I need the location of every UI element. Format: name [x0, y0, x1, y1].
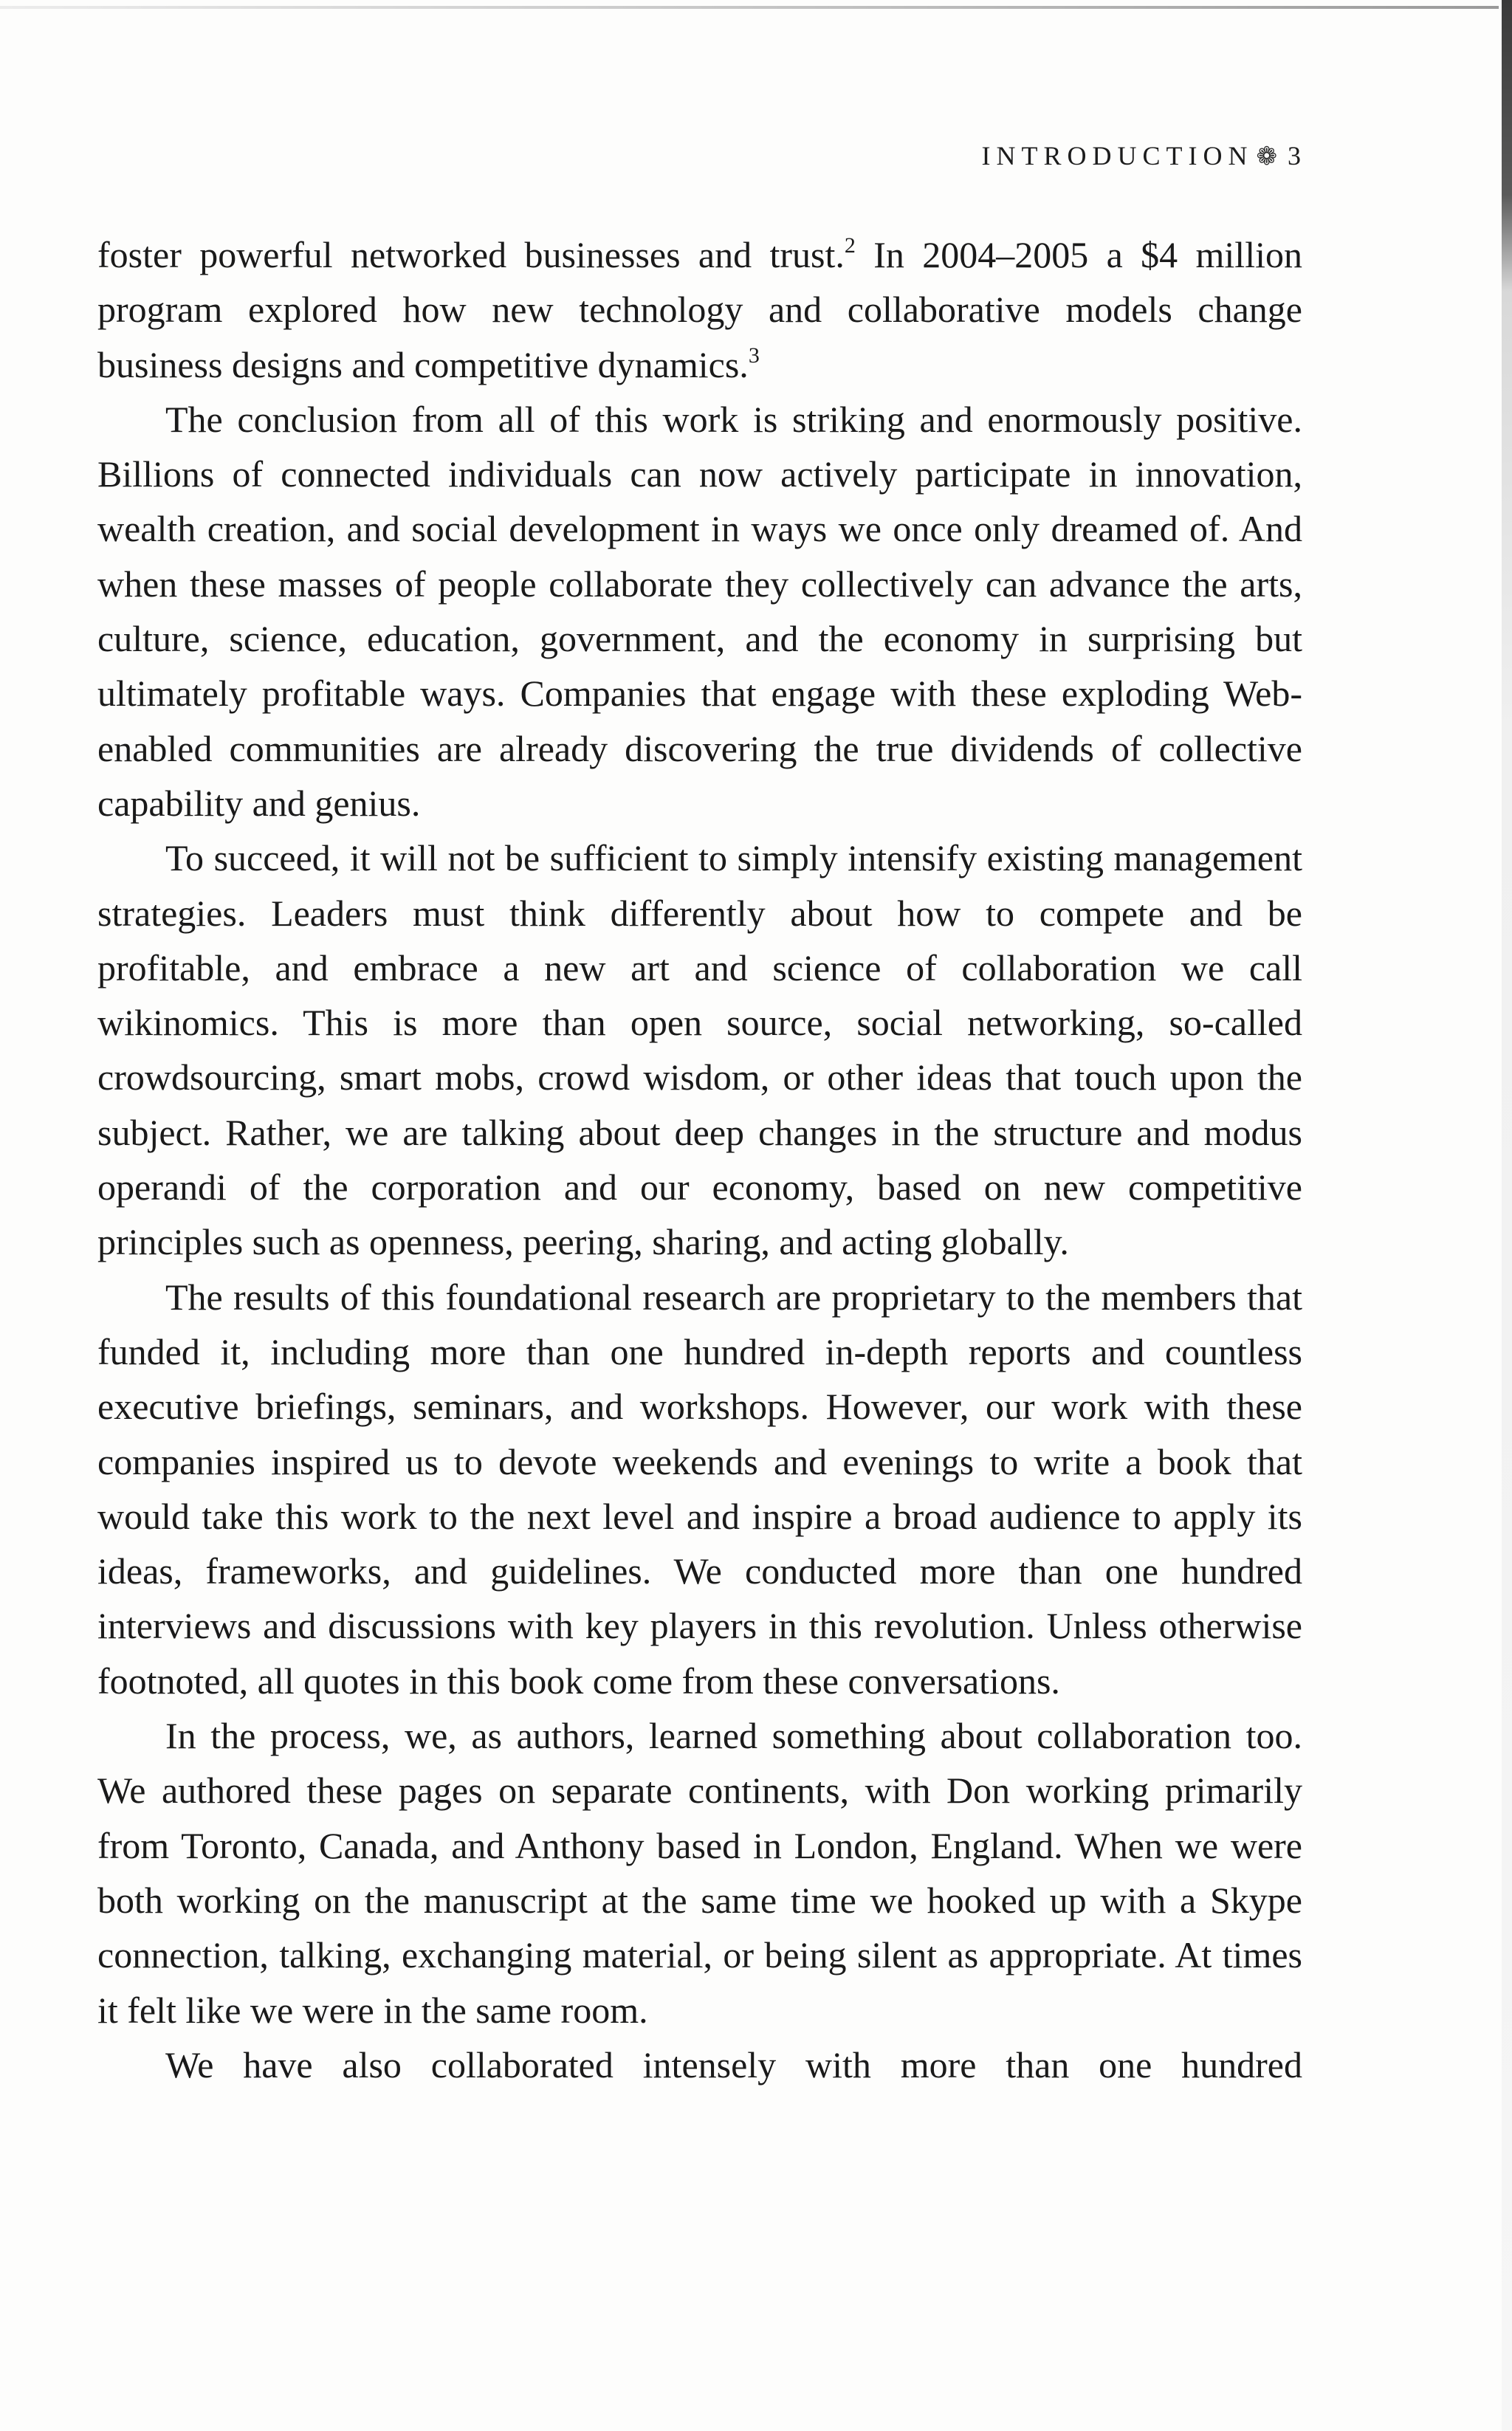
paragraph-2: The conclusion from all of this work is striking and enormously positive. Billions of connected individuals can now actively participate in innovation, wealth creation, and social development in ways we once only dreamed of. And when these masses of people collaborate they collectively can advance the arts, culture, science, education, government, and the economy in surprising but ultimately profitable ways. Companies that engage with these exploding Web-enabled communities are already discovering the true dividends of collective capability and genius.: [97, 398, 1302, 824]
footnote-ref-2[interactable]: 2: [844, 233, 856, 258]
paragraph-1-text-a: foster powerful networked businesses and trust.: [97, 234, 845, 275]
running-head: [982, 140, 1301, 171]
paragraph-3: To succeed, it will not be sufficient to simply intensify existing management strategies. Leaders must think differently about how to compete and be profitable, and embrace a new art and science of collaboration we call wikinomics. This is more than open source, social networking, so-called crowdsourcing, smart mobs, crowd wisdom, or other ideas that touch upon the subject. Rather, we are talking about deep changes in the structure and modus operandi of the corporation and our economy, based on new competitive principles such as openness, peering, sharing, and acting globally.: [97, 837, 1302, 1263]
scan-edge-right: [1502, 0, 1512, 2431]
footnote-ref-3[interactable]: 3: [748, 343, 760, 368]
ornament-icon: ❁: [1256, 143, 1277, 171]
paragraph-1: [97, 227, 1302, 392]
page-number: 3: [1288, 141, 1301, 171]
paragraph-1-text-b: In 2004–2005 a $4 million program explored how new technology and collaborative models change business designs and competitive dynamics.: [97, 234, 1302, 385]
scan-edge-top: [0, 6, 1499, 9]
paragraph-4: The results of this foundational research are proprietary to the members that funded it, including more than one hundred in-depth reports and countless executive briefings, seminars, and workshops. However, our work with these companies inspired us to devote weekends and evenings to write a book that would take this work to the next level and inspire a broad audience to apply its ideas, frameworks, and guidelines. We conducted more than one hundred interviews and discussions with key players in this revolution. Unless otherwise footnoted, all quotes in this book come from these conversations.: [97, 1276, 1302, 1702]
body-text: [97, 227, 1302, 2092]
paragraph-6: We have also collaborated intensely with more than one hundred: [165, 2043, 1302, 2086]
chapter-title: INTRODUCTION: [981, 141, 1254, 171]
paragraph-5: In the process, we, as authors, learned something about collaboration too. We authored these pages on separate continents, with Don working primarily from Toronto, Canada, and Anthony based in London, England. When we were both working on the manuscript at the same time we hooked up with a Skype connection, talking, exchanging material, or being silent as appropriate. At times it felt like we were in the same room.: [97, 1715, 1302, 2031]
